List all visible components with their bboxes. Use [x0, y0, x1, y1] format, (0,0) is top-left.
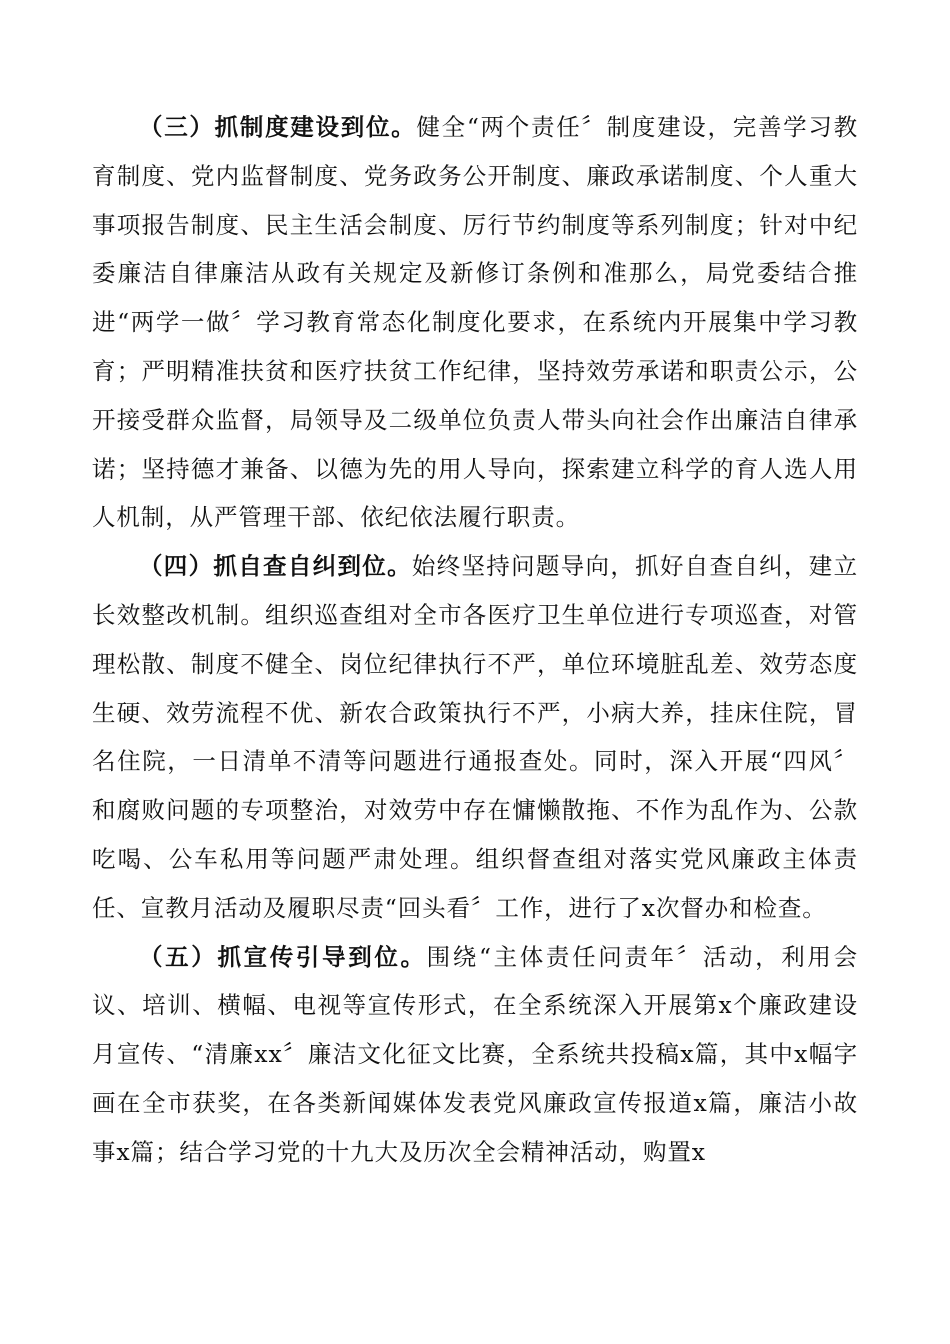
section-4-body: 始终坚持问题导向，抓好自查自纠，建立长效整改机制。组织巡查组对全市各医疗卫生单位进行专项巡查，对管理松散、制度不健全、岗位纪律执行不严，单位环境脏乱差、效劳态度生硬、效劳流程不优、新农合政策执行不严，小病大养，挂床住院，冒名住院，一日清单不清等问题进行通报查处。同时，深入开展“四风〞和腐败问题的专项整治，对效劳中存在慵懒散拖、不作为乱作为、公款吃喝、公车私用等问题严肃处理。组织督查组对落实党风廉政主体责任、宣教月活动及履职尽责“回头看〞工作，进行了x次督办和检查。 — [92, 552, 858, 922]
section-5-body: 围绕“主体责任问责年〞活动，利用会议、培训、横幅、电视等宣传形式，在全系统深入开展第x个廉政建设月宣传、“清廉xx〞廉洁文化征文比赛，全系统共投稿x篇，其中x幅字画在全市获奖，在各类新闻媒体发表党风廉政宣传报道x篇，廉洁小故事x篇；结合学习党的十九大及历次全会精神活动，购置x — [92, 942, 858, 1166]
section-5-heading: （五）抓宣传引导到位。 — [139, 942, 427, 971]
section-3-heading: （三）抓制度建设到位。 — [139, 113, 417, 141]
paragraph-section-5 — [92, 933, 858, 1177]
paragraph-section-3 — [92, 103, 858, 542]
section-4-heading: （四）抓自查自纠到位。 — [139, 552, 412, 581]
document-body — [92, 103, 858, 1177]
section-3-body: 健全“两个责任〞制度建设，完善学习教育制度、党内监督制度、党务政务公开制度、廉政承诺制度、个人重大事项报告制度、民主生活会制度、厉行节约制度等系列制度；针对中纪委廉洁自律廉洁从政有关规定及新修订条例和准那么，局党委结合推进“两学一做〞学习教育常态化制度化要求，在系统内开展集中学习教育；严明精准扶贫和医疗扶贫工作纪律，坚持效劳承诺和职责公示，公开接受群众监督，局领导及二级单位负责人带头向社会作出廉洁自律承诺；坚持德才兼备、以德为先的用人导向，探索建立科学的育人选人用人机制，从严管理干部、依纪依法履行职责。 — [92, 113, 858, 532]
paragraph-section-4 — [92, 542, 858, 932]
